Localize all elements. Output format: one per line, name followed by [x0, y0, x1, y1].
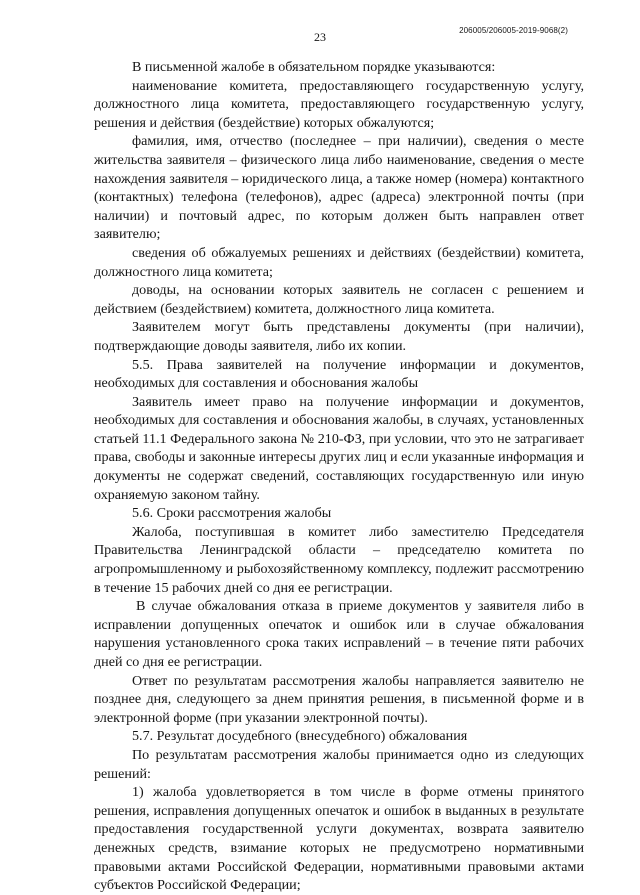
- paragraph: Заявителем могут быть представлены документы (при наличии), подтверждающие доводы заявителя, либо их копии.: [94, 319, 584, 354]
- paragraph: доводы, на основании которых заявитель не согласен с решением и действием (бездействием) комитета, должностного лица комитета.: [94, 282, 584, 317]
- document-code: 206005/206005-2019-9068(2): [459, 26, 568, 35]
- paragraph: сведения об обжалуемых решениях и действиях (бездействии) комитета, должностного лица комитета;: [94, 244, 584, 280]
- paragraph: В письменной жалобе в обязательном порядке указываются:: [132, 59, 496, 75]
- paragraph: фамилия, имя, отчество (последнее – при наличии), сведения о месте жительства заявителя – физического лица либо наименование, сведения о месте нахождения заявителя – юридического лица, а также номер (номера) контактного (контактных) телефона (телефонов), адрес (адреса) электронной почты (при наличии) и почтовый адрес, по которым должен быть направлен ответ заявителю;: [94, 133, 584, 243]
- page-number: 23: [314, 30, 326, 44]
- section-heading: 5.7. Результат досудебного (внесудебного) обжалования: [132, 728, 468, 745]
- section-heading: 5.5. Права заявителей на получение информации и документов, необходимых для составления и обоснования жалобы: [94, 356, 584, 392]
- paragraph: Ответ по результатам рассмотрения жалобы направляется заявителю не позднее дня, следующего за днем принятия решения, в письменной форме и в электронной форме (при указании электронной почты).: [94, 672, 584, 726]
- paragraph: Заявитель имеет право на получение информации и документов, необходимых для составления и обоснования жалобы, в случаях, установленных статьей 11.1 Федерального закона № 210-ФЗ, при условии, что это не затрагивает права, свободы и законные интересы других лиц и если указанные информация и документы не содержат сведений, составляющих государственную или иную охраняемую законом тайну.: [94, 393, 584, 503]
- section-heading: 5.6. Сроки рассмотрения жалобы: [132, 505, 332, 522]
- document-body: [94, 58, 584, 895]
- paragraph: По результатам рассмотрения жалобы принимается одно из следующих решений:: [94, 746, 584, 782]
- paragraph: В случае обжалования отказа в приеме документов у заявителя либо в исправлении допущенных опечаток и ошибок или в случае обжалования нарушения установленного срока таких исправлений – в течение пяти рабочих дней со дня ее регистрации.: [94, 598, 584, 670]
- paragraph: Жалоба, поступившая в комитет либо заместителю Председателя Правительства Ленинградской области – председателю комитета по агропромышленному и рыбохозяйственному комплексу, подлежит рассмотрению в течение 15 рабочих дней со дня ее регистрации.: [94, 523, 584, 596]
- list-item: 1) жалоба удовлетворяется в том числе в форме отмены принятого решения, исправления допущенных опечаток и ошибок в выданных в результате предоставления государственной услуги документах, возврата заявителю денежных средств, взимание которых не предусмотрено нормативными правовыми актами Российской Федерации, нормативными правовыми актами субъектов Российской Федерации;: [94, 784, 584, 894]
- paragraph: наименование комитета, предоставляющего государственную услугу, должностного лица комитета, предоставляющего государственную услугу, решения и действия (бездействие) которых обжалуются;: [94, 77, 584, 131]
